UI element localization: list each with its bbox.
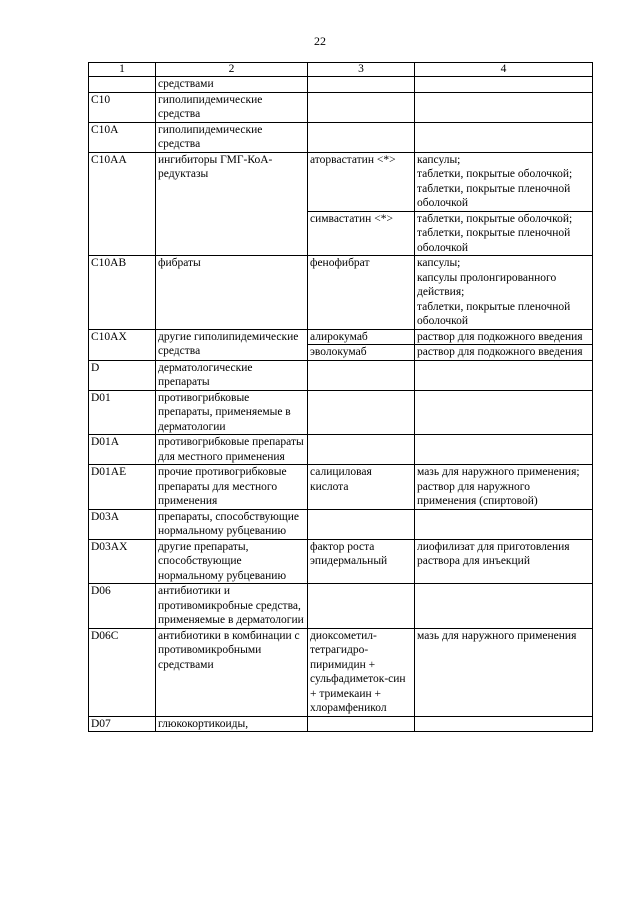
- table-row: [89, 509, 593, 539]
- atc-code-cell: D01: [89, 390, 156, 435]
- atc-code-cell: C10AA: [89, 152, 156, 256]
- column-header: 4: [415, 63, 593, 77]
- drug-name-cell: алирокумаб: [308, 329, 415, 345]
- atc-code-cell: [89, 77, 156, 93]
- dosage-form-cell: [415, 92, 593, 122]
- drug-name-cell: [308, 584, 415, 629]
- dosage-form-cell: таблетки, покрытые оболочкой; таблетки, покрытые пленочной оболочкой: [415, 211, 593, 256]
- dosage-form-cell: [415, 360, 593, 390]
- group-name-cell: прочие противогрибковые препараты для местного применения: [156, 465, 308, 510]
- table-row: [89, 465, 593, 510]
- column-header: 2: [156, 63, 308, 77]
- table-row: [89, 435, 593, 465]
- group-name-cell: противогрибковые препараты для местного применения: [156, 435, 308, 465]
- atc-code-cell: D06C: [89, 628, 156, 716]
- drug-name-cell: [308, 122, 415, 152]
- group-name-cell: средствами: [156, 77, 308, 93]
- atc-code-cell: C10: [89, 92, 156, 122]
- table-row: [89, 716, 593, 732]
- atc-code-cell: D01AE: [89, 465, 156, 510]
- dosage-form-cell: капсулы; таблетки, покрытые оболочкой; таблетки, покрытые пленочной оболочкой: [415, 152, 593, 211]
- table-row: [89, 329, 593, 345]
- group-name-cell: другие гиполипидемические средства: [156, 329, 308, 360]
- column-header: 1: [89, 63, 156, 77]
- dosage-form-cell: [415, 716, 593, 732]
- group-name-cell: антибиотики в комбинации с противомикробными средствами: [156, 628, 308, 716]
- drug-name-cell: [308, 92, 415, 122]
- drug-name-cell: [308, 360, 415, 390]
- table-row: [89, 122, 593, 152]
- atc-code-cell: C10A: [89, 122, 156, 152]
- table-body: [89, 77, 593, 732]
- dosage-form-cell: [415, 435, 593, 465]
- drug-name-cell: [308, 77, 415, 93]
- atc-code-cell: D03A: [89, 509, 156, 539]
- dosage-form-cell: [415, 122, 593, 152]
- drug-name-cell: [308, 390, 415, 435]
- atc-code-cell: D07: [89, 716, 156, 732]
- table-row: [89, 390, 593, 435]
- table-row: [89, 77, 593, 93]
- atc-code-cell: D01A: [89, 435, 156, 465]
- dosage-form-cell: [415, 584, 593, 629]
- table-row: [89, 539, 593, 584]
- dosage-form-cell: мазь для наружного применения; раствор для наружного применения (спиртовой): [415, 465, 593, 510]
- group-name-cell: глюкокортикоиды,: [156, 716, 308, 732]
- group-name-cell: антибиотики и противомикробные средства, применяемые в дерматологии: [156, 584, 308, 629]
- table-row: [89, 584, 593, 629]
- atc-code-cell: D03AX: [89, 539, 156, 584]
- group-name-cell: другие препараты, способствующие нормальному рубцеванию: [156, 539, 308, 584]
- drug-name-cell: эволокумаб: [308, 345, 415, 361]
- drug-name-cell: фенофибрат: [308, 256, 415, 330]
- dosage-form-cell: [415, 390, 593, 435]
- dosage-form-cell: лиофилизат для приготовления раствора для инъекций: [415, 539, 593, 584]
- group-name-cell: гиполипидемические средства: [156, 122, 308, 152]
- drug-name-cell: [308, 435, 415, 465]
- drug-name-cell: салициловая кислота: [308, 465, 415, 510]
- column-header: 3: [308, 63, 415, 77]
- page-number: 22: [314, 34, 326, 48]
- group-name-cell: гиполипидемические средства: [156, 92, 308, 122]
- drug-name-cell: фактор роста эпидермальный: [308, 539, 415, 584]
- group-name-cell: препараты, способствующие нормальному рубцеванию: [156, 509, 308, 539]
- atc-code-cell: D: [89, 360, 156, 390]
- dosage-form-cell: мазь для наружного применения: [415, 628, 593, 716]
- group-name-cell: дерматологические препараты: [156, 360, 308, 390]
- drug-name-cell: [308, 509, 415, 539]
- group-name-cell: фибраты: [156, 256, 308, 330]
- drug-table: [88, 62, 593, 732]
- atc-code-cell: C10AX: [89, 329, 156, 360]
- table-row: [89, 152, 593, 211]
- header-row: [89, 63, 593, 77]
- table-row: [89, 256, 593, 330]
- group-name-cell: ингибиторы ГМГ-КоА-редуктазы: [156, 152, 308, 256]
- drug-name-cell: [308, 716, 415, 732]
- dosage-form-cell: капсулы; капсулы пролонгированного действия; таблетки, покрытые пленочной оболочкой: [415, 256, 593, 330]
- dosage-form-cell: раствор для подкожного введения: [415, 329, 593, 345]
- atc-code-cell: C10AB: [89, 256, 156, 330]
- drug-name-cell: диоксометил-тетрагидро-пиримидин + сульфадиметок-син + тримекаин + хлорамфеникол: [308, 628, 415, 716]
- table-row: [89, 360, 593, 390]
- group-name-cell: противогрибковые препараты, применяемые в дерматологии: [156, 390, 308, 435]
- table-row: [89, 92, 593, 122]
- dosage-form-cell: [415, 509, 593, 539]
- table-row: [89, 628, 593, 716]
- dosage-form-cell: [415, 77, 593, 93]
- dosage-form-cell: раствор для подкожного введения: [415, 345, 593, 361]
- drug-name-cell: симвастатин <*>: [308, 211, 415, 256]
- atc-code-cell: D06: [89, 584, 156, 629]
- drug-name-cell: аторвастатин <*>: [308, 152, 415, 211]
